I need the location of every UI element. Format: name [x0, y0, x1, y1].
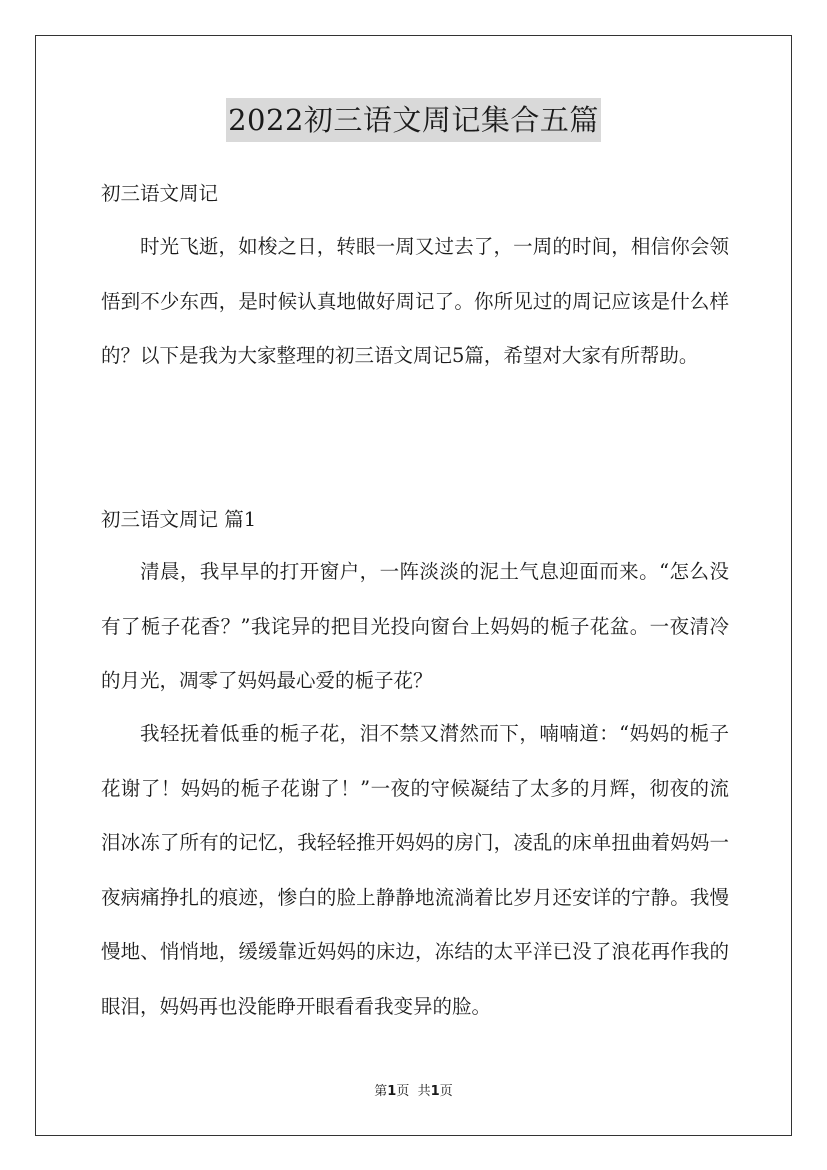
page-footer — [0, 1083, 827, 1101]
section-1-paragraph-1: 清晨，我早早的打开窗户，一阵淡淡的泥土气息迎面而来。“怎么没有了栀子花香？”我诧异的把目光投向窗台上妈妈的栀子花盆。一夜清冷的月光，凋零了妈妈最心爱的栀子花？ — [101, 560, 729, 692]
total-label-suffix: 页 — [439, 1084, 453, 1099]
page-label-suffix: 页 — [396, 1084, 410, 1099]
title-container — [0, 98, 827, 142]
page-label-prefix: 第 — [374, 1084, 388, 1099]
section-1-paragraph-2: 我轻抚着低垂的栀子花，泪不禁又潸然而下，喃喃道：“妈妈的栀子花谢了！妈妈的栀子花谢了！”一夜的守候凝结了太多的月辉，彻夜的流泪冰冻了所有的记忆，我轻轻推开妈妈的房门，凌乱的床单扭曲着妈妈一夜病痛挣扎的痕迹，惨白的脸上静静地流淌着比岁月还安详的宁静。我慢慢地、悄悄地，缓缓靠近妈妈的床边，冻结的太平洋已没了浪花再作我的眼泪，妈妈再也没能睁开眼看看我变异的脸。 — [101, 722, 729, 1018]
page-number: 1 — [387, 1084, 397, 1099]
intro-paragraph: 时光飞逝，如梭之日，转眼一周又过去了，一周的时间，相信你会领悟到不少东西，是时候认真地做好周记了。你所见过的周记应该是什么样的？以下是我为大家整理的初三语文周记5篇，希望对大家有所帮助。 — [101, 235, 729, 367]
section-1-heading: 初三语文周记 篇1 — [101, 508, 257, 531]
total-label-prefix: 共 — [417, 1084, 431, 1099]
intro-heading: 初三语文周记 — [101, 182, 219, 205]
total-pages: 1 — [430, 1084, 440, 1099]
document-title: 2022初三语文周记集合五篇 — [226, 98, 601, 142]
